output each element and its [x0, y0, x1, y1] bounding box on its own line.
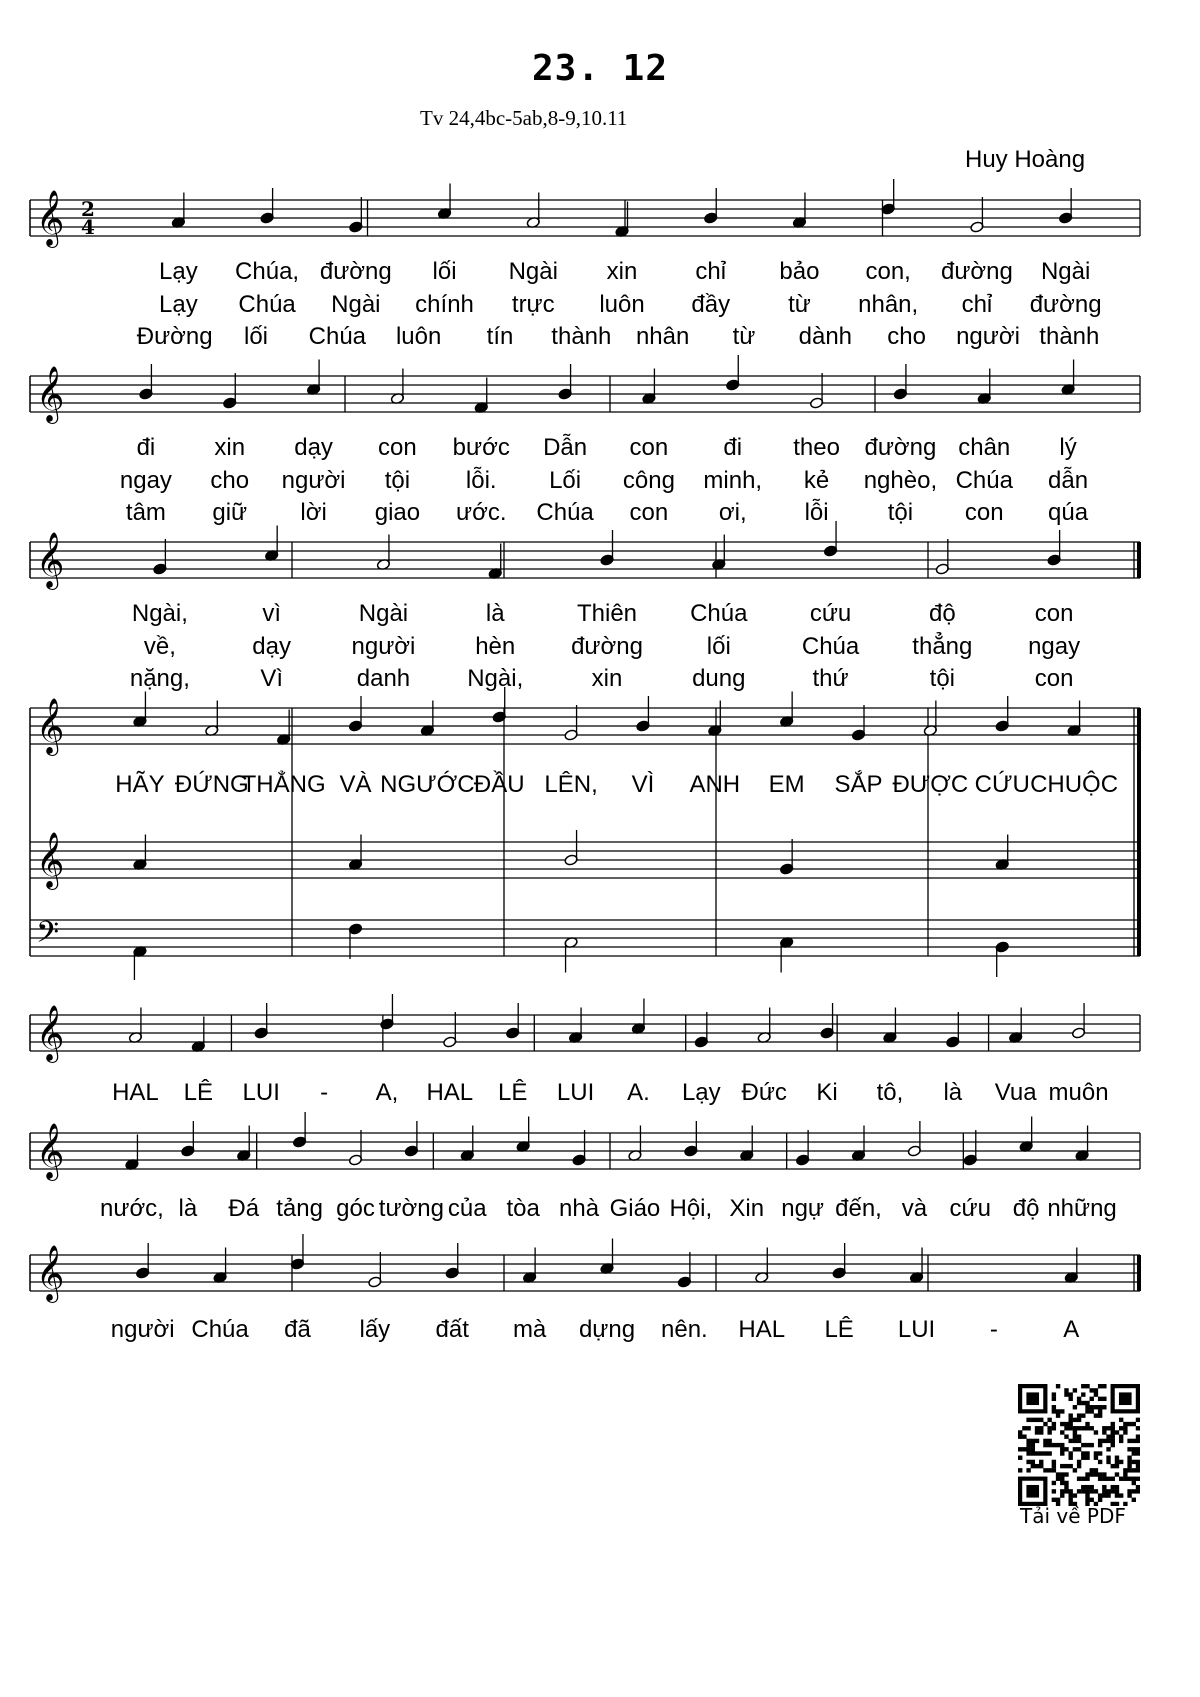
lyric-syllable: là [485, 600, 505, 627]
lyric-syllable: CHUỘC [1030, 771, 1119, 798]
lyric-syllable: LUI [242, 1079, 280, 1106]
lyric-syllable: con [629, 499, 669, 526]
lyric-syllable: LUI [556, 1079, 595, 1106]
lyric-syllable: A. [627, 1079, 650, 1106]
lyric-syllable: kẻ [803, 467, 830, 494]
lyric-syllable: trực [511, 291, 555, 318]
lyric-syllable: Chúa [308, 323, 367, 350]
lyric-syllable: Ki [816, 1079, 838, 1106]
lyric-syllable: lỗi [804, 499, 829, 526]
lyric-syllable: người [351, 633, 416, 660]
lyric-syllable: ơi, [718, 499, 747, 526]
lyric-syllable: cho [887, 323, 927, 350]
lyric-syllable: Chúa [536, 499, 594, 526]
lyric-syllable: Ngài, [467, 665, 524, 692]
lyric-syllable: Lạy [159, 291, 198, 318]
lyric-syllable: nặng, [129, 665, 190, 692]
lyric-syllable: qúa [1048, 499, 1089, 526]
lyric-syllable: Ngài [358, 600, 409, 627]
lyric-syllable: đầy [691, 291, 731, 318]
lyric-line [30, 1316, 1150, 1348]
lyric-syllable: đường [864, 434, 937, 461]
lyric-syllable: bảo [779, 258, 820, 285]
note [523, 1248, 537, 1284]
lyric-syllable: Chúa [955, 467, 1013, 494]
lyric-syllable: xin [606, 258, 638, 285]
note [677, 1252, 691, 1288]
lyric-syllable: Ngài, [131, 600, 188, 627]
lyric-syllable: ước. [456, 499, 507, 526]
treble-clef-icon: 𝄞 [36, 1245, 65, 1301]
lyric-syllable: cứu [809, 600, 852, 627]
lyric-syllable: ĐƯỢC [892, 771, 969, 798]
lyric-syllable: là [178, 1195, 198, 1222]
lyric-syllable: cứu [949, 1195, 991, 1222]
lyric-syllable: thứ [812, 665, 849, 692]
lyric-syllable: Chúa [191, 1316, 249, 1343]
lyric-syllable: CỨU [974, 771, 1030, 798]
lyric-syllable: Hội, [669, 1195, 713, 1222]
lyric-syllable: từ [788, 291, 811, 318]
lyric-syllable: đường [571, 633, 643, 660]
lyric-syllable: về, [143, 633, 176, 660]
download-pdf-label[interactable]: Tải về PDF [1020, 1504, 1126, 1528]
lyric-syllable: A, [375, 1079, 399, 1106]
lyric-syllable: Đường [136, 323, 213, 350]
lyric-syllable: Chúa, [235, 258, 300, 285]
lyric-syllable: dạy [252, 633, 292, 660]
time-signature: 4 [81, 215, 95, 239]
lyric-syllable: tòa [506, 1195, 540, 1222]
lyric-syllable: thẳng [912, 633, 973, 660]
lyric-syllable: thành [551, 323, 612, 350]
lyric-syllable: Đức [741, 1079, 787, 1106]
lyric-syllable: giữ [212, 499, 248, 526]
time-signature: 2 [81, 197, 95, 221]
lyric-syllable: đi [136, 434, 156, 461]
treble-clef-icon: 𝄞 [36, 532, 65, 588]
lyric-syllable: Ngài [331, 291, 381, 318]
lyric-syllable: đường [940, 258, 1013, 285]
lyric-syllable: từ [732, 323, 756, 350]
lyric-syllable: con [629, 434, 669, 461]
lyric-syllable: đường [319, 258, 392, 285]
note [445, 1243, 459, 1279]
bass-clef-icon: 𝄢 [36, 916, 60, 957]
lyric-syllable: HAL [738, 1316, 786, 1343]
lyric-syllable: vì [262, 600, 281, 627]
lyric-syllable: hèn [475, 633, 516, 660]
lyric-syllable: minh, [703, 467, 763, 494]
melody-staff [30, 1245, 1140, 1303]
lyric-syllable: lời [300, 499, 327, 526]
lyric-syllable: nhà [559, 1195, 600, 1222]
lyric-syllable: tường [378, 1195, 444, 1222]
psalm-reference: Tv 24,4bc-5ab,8-9,10.11 [420, 106, 628, 130]
note [600, 1239, 614, 1275]
lyric-syllable: nước, [100, 1195, 164, 1222]
lyric-syllable: nghèo, [863, 467, 938, 494]
lyric-syllable: lối [706, 633, 731, 660]
lyric-syllable: con [964, 499, 1004, 526]
note [368, 1252, 382, 1288]
lyric-syllable: THẲNG [241, 771, 326, 798]
lyric-syllable: dựng [578, 1316, 636, 1343]
lyric-syllable: ngự [781, 1195, 824, 1222]
lyric-syllable: Chúa [801, 633, 860, 660]
lyric-syllable: Thiên [576, 600, 638, 627]
lyric-syllable: chỉ [695, 258, 727, 285]
lyric-syllable: đã [284, 1316, 311, 1343]
lyric-syllable: LÊN, [544, 771, 598, 798]
lyric-syllable: đến, [835, 1195, 882, 1222]
lyric-syllable: Ngài [508, 258, 558, 285]
lyric-syllable: dung [692, 665, 746, 692]
lyric-syllable: cho [210, 467, 250, 494]
qr-code-icon[interactable] [1018, 1384, 1140, 1510]
lyric-syllable: tội [929, 665, 956, 692]
lyric-syllable: tội [384, 467, 411, 494]
lyric-syllable: độ [1012, 1195, 1040, 1222]
treble-clef-icon: 𝄞 [36, 1005, 65, 1061]
lyric-syllable: giao [374, 499, 421, 526]
note [755, 1248, 769, 1284]
lyric-syllable: chân [958, 434, 1011, 461]
lyric-syllable: mà [512, 1316, 547, 1343]
lyric-syllable: ĐỨNG [174, 771, 249, 798]
lyric-syllable: Lạy [159, 258, 198, 285]
lyric-syllable: con, [865, 258, 911, 285]
lyric-syllable: LUI [897, 1316, 936, 1343]
treble-clef-icon: 𝄞 [36, 832, 65, 888]
lyric-syllable: chỉ [961, 291, 993, 318]
lyric-syllable: nên. [661, 1316, 708, 1343]
lyric-syllable: là [943, 1079, 963, 1106]
lyric-syllable: người [110, 1316, 175, 1343]
lyric-syllable: xin [214, 434, 246, 461]
lyric-syllable: ĐẦU [473, 771, 525, 798]
note [1064, 1248, 1078, 1284]
lyric-syllable: dạy [294, 434, 333, 461]
lyric-syllable: tâm [125, 499, 166, 526]
lyric-syllable: A [1063, 1316, 1080, 1343]
lyric-syllable: ANH [689, 771, 741, 798]
lyric-syllable: Đá [228, 1195, 260, 1222]
lyric-syllable: - [989, 1316, 998, 1343]
treble-clef-icon: 𝄞 [36, 1123, 65, 1179]
treble-clef-icon: 𝄞 [36, 698, 65, 754]
lyric-syllable: tội [887, 499, 914, 526]
lyric-syllable: Vua [994, 1079, 1037, 1106]
lyric-syllable: dẫn [1048, 467, 1089, 494]
lyric-syllable: công [622, 467, 675, 494]
lyric-syllable: danh [356, 665, 411, 692]
lyric-syllable: LÊ [824, 1316, 854, 1343]
lyric-syllable: Dẫn [543, 434, 588, 461]
note [136, 1243, 150, 1279]
note [213, 1248, 227, 1284]
lyric-syllable: dành [798, 323, 853, 350]
lyric-syllable: lý [1059, 434, 1077, 461]
lyric-syllable: lấy [359, 1316, 391, 1343]
lyric-syllable: theo [793, 434, 840, 461]
lyric-syllable: Lối [549, 467, 582, 494]
lyric-syllable: xin [591, 665, 623, 692]
lyric-syllable: HAL [426, 1079, 474, 1106]
lyric-syllable: và [901, 1195, 928, 1222]
lyric-syllable: ngay [1028, 633, 1081, 660]
lyric-syllable: Lạy [681, 1079, 721, 1106]
lyric-syllable: người [956, 323, 1020, 350]
lyric-syllable: con [378, 434, 417, 461]
lyric-syllable: đất [435, 1316, 469, 1343]
lyric-syllable: lối [243, 323, 269, 350]
lyric-syllable: luôn [395, 323, 442, 350]
lyric-syllable: lối [432, 258, 457, 285]
note [832, 1243, 846, 1279]
lyric-syllable: độ [928, 600, 956, 627]
lyric-syllable: VÌ [631, 771, 655, 798]
lyric-syllable: thành [1039, 323, 1100, 350]
lyric-syllable: nhân [635, 323, 690, 350]
lyric-syllable: Xin [729, 1195, 765, 1222]
lyric-syllable: Chúa [238, 291, 296, 318]
song-title: 23. 12 [531, 48, 669, 89]
lyric-syllable: SẮP [834, 771, 883, 798]
lyric-syllable: lỗi. [465, 467, 497, 494]
lyric-syllable: nhân, [858, 291, 919, 318]
lyric-syllable: con [1034, 665, 1074, 692]
lyric-syllable: những [1047, 1195, 1117, 1222]
lyric-syllable: con [1034, 600, 1074, 627]
lyric-syllable: LÊ [183, 1079, 213, 1106]
composer-name: Huy Hoàng [965, 146, 1086, 173]
lyric-syllable: tín [486, 323, 514, 350]
lyric-syllable: đi [723, 434, 743, 461]
lyric-syllable: NGƯỚC [380, 771, 475, 798]
treble-clef-icon: 𝄞 [36, 190, 65, 246]
lyric-syllable: Chúa [690, 600, 748, 627]
lyric-syllable: tô, [876, 1079, 904, 1106]
lyric-syllable: ngay [119, 467, 172, 494]
lyric-syllable: chính [415, 291, 474, 318]
note [909, 1248, 923, 1284]
lyric-syllable: VÀ [339, 771, 372, 798]
lyric-syllable: HAL [112, 1079, 159, 1106]
lyric-syllable: người [281, 467, 346, 494]
lyric-syllable: Vì [260, 665, 283, 692]
lyric-syllable: muôn [1048, 1079, 1109, 1106]
lyric-syllable: bước [452, 434, 510, 461]
lyric-syllable: LÊ [498, 1079, 528, 1106]
qr-code-graphic [1018, 1384, 1140, 1506]
lyric-syllable: đường [1029, 291, 1102, 318]
note [290, 1234, 304, 1270]
lyric-syllable: Giáo [609, 1195, 661, 1222]
lyric-syllable: - [320, 1079, 329, 1106]
lyric-syllable: của [447, 1195, 487, 1222]
lyric-syllable: EM [768, 771, 805, 798]
lyric-syllable: Ngài [1040, 258, 1091, 285]
lyric-syllable: HÃY [115, 771, 165, 798]
treble-clef-icon: 𝄞 [36, 366, 65, 422]
lyric-syllable: luôn [599, 291, 645, 318]
lyric-syllable: tảng [276, 1195, 323, 1222]
lyric-syllable: góc [336, 1195, 375, 1222]
